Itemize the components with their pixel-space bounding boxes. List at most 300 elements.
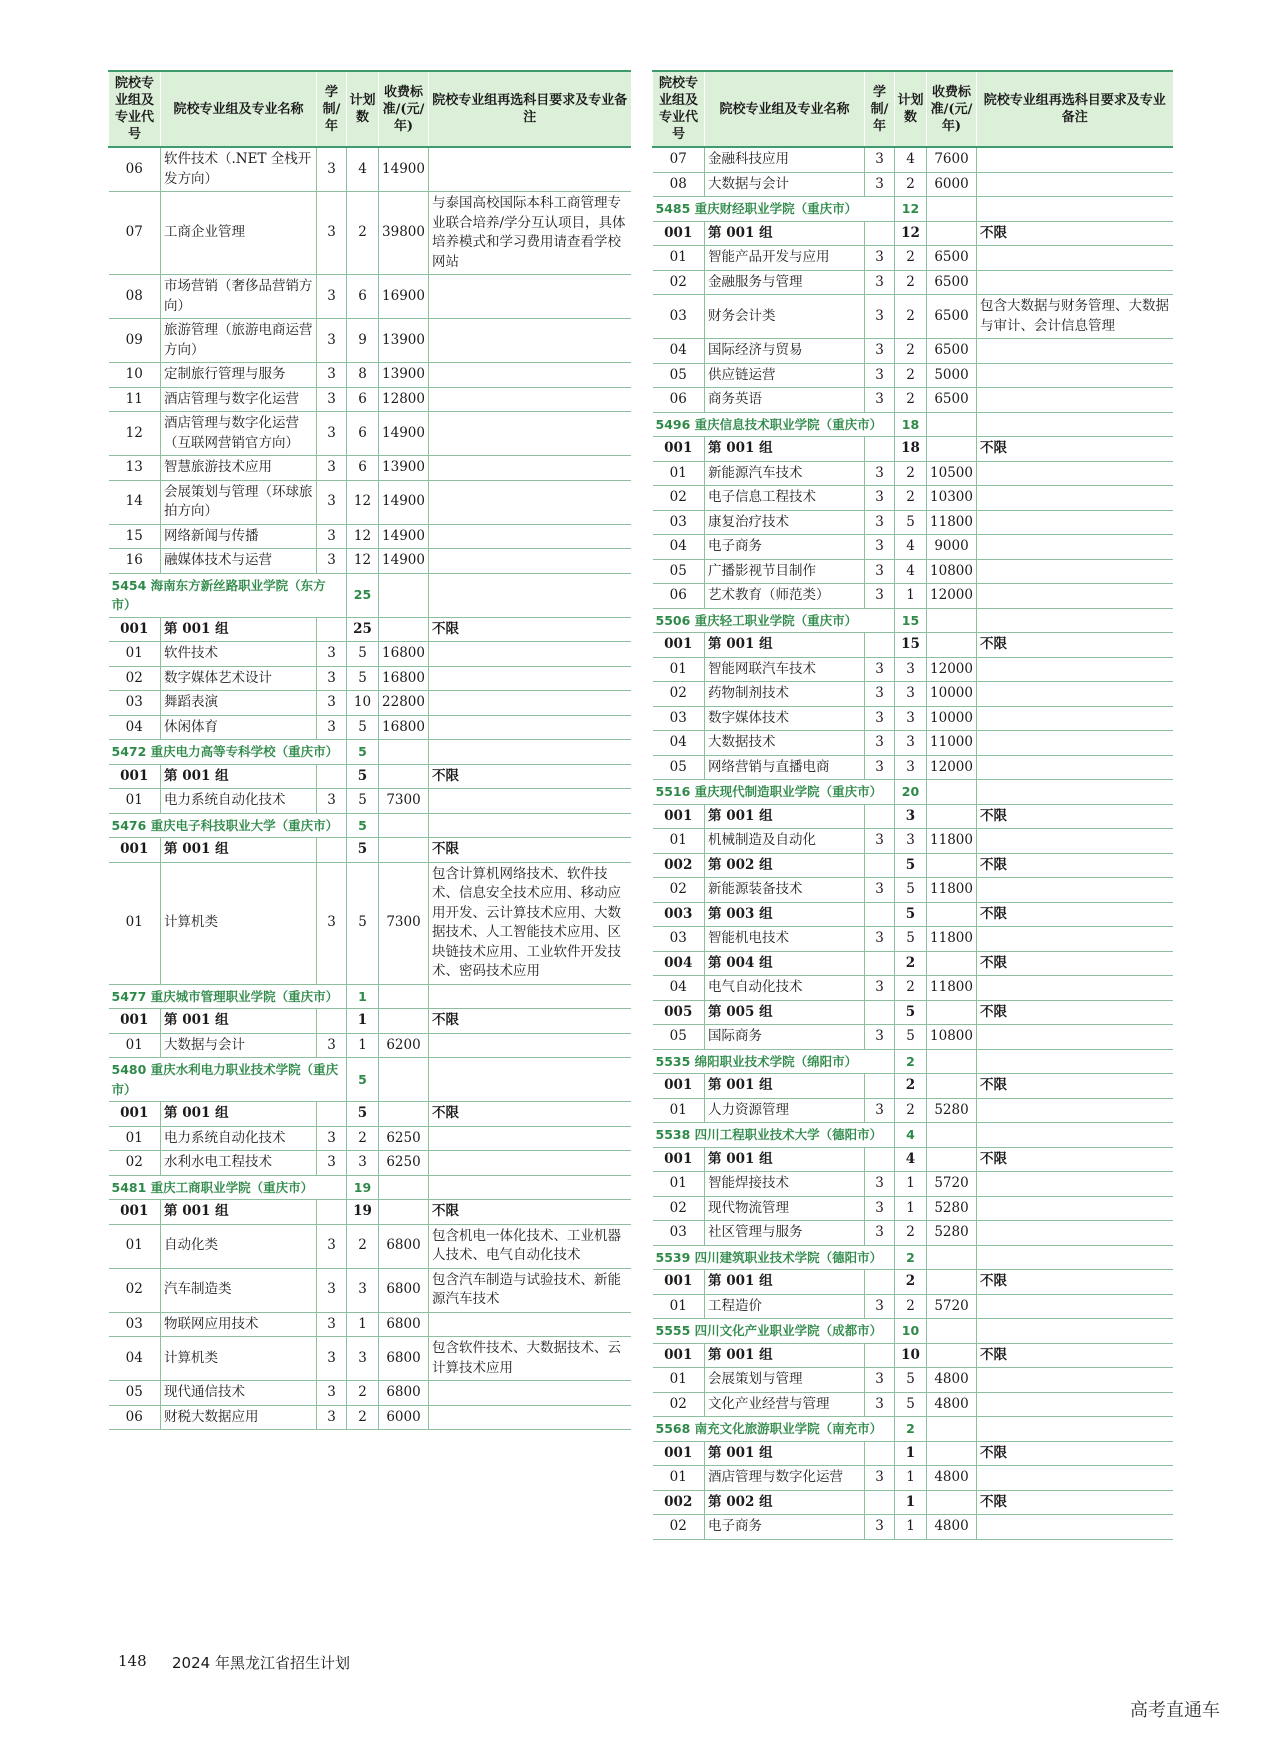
school-row — [109, 1058, 631, 1102]
school-plan: 2 — [895, 1417, 927, 1442]
major-row — [109, 363, 631, 388]
major-code: 02 — [109, 1268, 161, 1312]
major-note — [429, 1312, 631, 1337]
school-name: 5472 重庆电力高等专科学校（重庆市） — [109, 740, 347, 765]
school-plan: 15 — [895, 608, 927, 633]
empty-cell — [865, 221, 895, 246]
major-fee: 6500 — [927, 270, 977, 295]
major-name: 新能源装备技术 — [705, 878, 865, 903]
empty-cell — [379, 1009, 429, 1034]
empty-cell — [927, 633, 977, 658]
major-code: 11 — [109, 387, 161, 412]
major-code: 01 — [653, 461, 705, 486]
school-plan: 5 — [347, 813, 379, 838]
school-plan: 2 — [895, 1049, 927, 1074]
major-name: 电子商务 — [705, 1515, 865, 1540]
empty-cell — [379, 1058, 429, 1102]
empty-cell — [317, 617, 347, 642]
major-plan: 3 — [895, 682, 927, 707]
empty-cell — [927, 1343, 977, 1368]
school-row — [653, 1319, 1173, 1344]
major-name: 人力资源管理 — [705, 1098, 865, 1123]
group-row — [653, 221, 1173, 246]
major-row — [653, 1196, 1173, 1221]
major-name: 金融服务与管理 — [705, 270, 865, 295]
major-fee: 4800 — [927, 1392, 977, 1417]
major-fee: 10300 — [927, 486, 977, 511]
empty-cell — [927, 608, 977, 633]
major-row — [653, 584, 1173, 609]
major-fee: 10000 — [927, 682, 977, 707]
major-plan: 2 — [895, 1294, 927, 1319]
major-years: 3 — [865, 1196, 895, 1221]
empty-cell — [927, 412, 977, 437]
group-code: 002 — [653, 853, 705, 878]
major-row — [653, 172, 1173, 197]
major-fee: 22800 — [379, 691, 429, 716]
major-fee: 10800 — [927, 559, 977, 584]
major-fee: 6800 — [379, 1337, 429, 1381]
empty-cell — [865, 437, 895, 462]
school-name: 5539 四川建筑职业技术学院（德阳市） — [653, 1245, 895, 1270]
major-row — [109, 319, 631, 363]
group-requirement: 不限 — [977, 951, 1173, 976]
empty-cell — [865, 1490, 895, 1515]
header-fee: 收费标准/(元/年) — [379, 71, 429, 147]
major-years: 3 — [865, 878, 895, 903]
major-name: 休闲体育 — [161, 715, 317, 740]
major-fee: 11800 — [927, 927, 977, 952]
major-fee: 11800 — [927, 976, 977, 1001]
major-fee: 6250 — [379, 1151, 429, 1176]
school-row — [653, 1049, 1173, 1074]
school-name: 5538 四川工程职业技术大学（德阳市） — [653, 1123, 895, 1148]
major-row — [109, 1126, 631, 1151]
major-note — [977, 339, 1173, 364]
major-plan: 3 — [895, 829, 927, 854]
major-note — [977, 535, 1173, 560]
group-plan: 19 — [347, 1200, 379, 1225]
major-note — [977, 172, 1173, 197]
major-name: 水利水电工程技术 — [161, 1151, 317, 1176]
major-years: 3 — [317, 691, 347, 716]
school-row — [109, 740, 631, 765]
group-plan: 5 — [895, 902, 927, 927]
empty-cell — [865, 804, 895, 829]
group-row — [109, 617, 631, 642]
empty-cell — [379, 740, 429, 765]
major-years: 3 — [865, 829, 895, 854]
major-row — [653, 270, 1173, 295]
major-name: 舞蹈表演 — [161, 691, 317, 716]
empty-cell — [927, 1049, 977, 1074]
major-code: 03 — [109, 691, 161, 716]
header-name: 院校专业组及专业名称 — [161, 71, 317, 147]
major-name: 工程造价 — [705, 1294, 865, 1319]
major-years: 3 — [865, 461, 895, 486]
major-note — [977, 755, 1173, 780]
group-name: 第 001 组 — [161, 838, 317, 863]
empty-cell — [927, 1147, 977, 1172]
major-name: 大数据技术 — [705, 731, 865, 756]
major-code: 07 — [653, 147, 705, 172]
empty-cell — [927, 780, 977, 805]
major-note — [429, 456, 631, 481]
major-note — [429, 480, 631, 524]
major-name: 财务会计类 — [705, 295, 865, 339]
major-name: 电子信息工程技术 — [705, 486, 865, 511]
major-plan: 3 — [347, 1268, 379, 1312]
school-row — [109, 984, 631, 1009]
major-fee: 16800 — [379, 642, 429, 667]
empty-cell — [927, 1270, 977, 1295]
major-name: 会展策划与管理 — [705, 1368, 865, 1393]
major-plan: 2 — [895, 246, 927, 271]
group-plan: 2 — [895, 951, 927, 976]
group-requirement: 不限 — [977, 1441, 1173, 1466]
group-row — [109, 1009, 631, 1034]
school-name: 5496 重庆信息技术职业学院（重庆市） — [653, 412, 895, 437]
major-code: 02 — [653, 270, 705, 295]
major-note — [429, 412, 631, 456]
group-name: 第 001 组 — [705, 1147, 865, 1172]
empty-cell — [927, 1000, 977, 1025]
major-plan: 6 — [347, 412, 379, 456]
major-plan: 2 — [895, 486, 927, 511]
group-requirement: 不限 — [977, 633, 1173, 658]
major-code: 09 — [109, 319, 161, 363]
group-code: 001 — [109, 1200, 161, 1225]
school-name: 5568 南充文化旅游职业学院（南充市） — [653, 1417, 895, 1442]
major-years: 3 — [865, 559, 895, 584]
major-name: 网络营销与直播电商 — [705, 755, 865, 780]
major-fee: 5000 — [927, 363, 977, 388]
major-years: 3 — [317, 412, 347, 456]
major-fee: 5720 — [927, 1294, 977, 1319]
empty-cell — [379, 813, 429, 838]
major-plan: 2 — [895, 172, 927, 197]
major-name: 现代通信技术 — [161, 1381, 317, 1406]
major-plan: 5 — [347, 715, 379, 740]
major-note — [429, 147, 631, 192]
table-body-right — [653, 147, 1173, 1539]
major-plan: 2 — [347, 1126, 379, 1151]
school-name: 5481 重庆工商职业学院（重庆市） — [109, 1175, 347, 1200]
major-code: 01 — [653, 829, 705, 854]
group-code: 001 — [653, 437, 705, 462]
group-name: 第 001 组 — [161, 1102, 317, 1127]
major-years: 3 — [865, 363, 895, 388]
major-row — [653, 295, 1173, 339]
empty-cell — [317, 838, 347, 863]
group-code: 001 — [109, 1009, 161, 1034]
major-code: 03 — [653, 1221, 705, 1246]
major-plan: 4 — [895, 147, 927, 172]
major-note — [977, 1172, 1173, 1197]
major-code: 04 — [653, 535, 705, 560]
empty-cell — [429, 573, 631, 617]
major-note — [977, 270, 1173, 295]
major-name: 智慧旅游技术应用 — [161, 456, 317, 481]
group-requirement: 不限 — [429, 1102, 631, 1127]
group-name: 第 001 组 — [161, 764, 317, 789]
major-note — [977, 1294, 1173, 1319]
major-plan: 2 — [347, 192, 379, 275]
group-row — [653, 1074, 1173, 1099]
header-plan: 计划数 — [347, 71, 379, 147]
empty-cell — [865, 1270, 895, 1295]
group-plan: 1 — [347, 1009, 379, 1034]
group-code: 001 — [653, 221, 705, 246]
school-name: 5506 重庆轻工职业学院（重庆市） — [653, 608, 895, 633]
school-row — [653, 412, 1173, 437]
major-code: 03 — [653, 510, 705, 535]
major-row — [109, 666, 631, 691]
school-name: 5476 重庆电子科技职业大学（重庆市） — [109, 813, 347, 838]
major-years: 3 — [317, 1381, 347, 1406]
group-name: 第 001 组 — [705, 1343, 865, 1368]
header-note: 院校专业组再选科目要求及专业备注 — [429, 71, 631, 147]
group-code: 001 — [109, 838, 161, 863]
major-years: 3 — [317, 1405, 347, 1430]
group-code: 005 — [653, 1000, 705, 1025]
major-name: 自动化类 — [161, 1224, 317, 1268]
empty-cell — [379, 764, 429, 789]
group-plan: 5 — [347, 1102, 379, 1127]
major-row — [109, 1224, 631, 1268]
major-row — [109, 1033, 631, 1058]
major-fee: 6000 — [379, 1405, 429, 1430]
major-row — [653, 486, 1173, 511]
major-years: 3 — [865, 486, 895, 511]
major-code: 03 — [653, 706, 705, 731]
major-row — [109, 1337, 631, 1381]
major-years: 3 — [865, 535, 895, 560]
major-fee: 6200 — [379, 1033, 429, 1058]
school-row — [109, 813, 631, 838]
major-name: 国际经济与贸易 — [705, 339, 865, 364]
major-row — [109, 192, 631, 275]
major-fee: 7300 — [379, 862, 429, 984]
major-plan: 5 — [347, 666, 379, 691]
major-code: 08 — [109, 275, 161, 319]
major-code: 06 — [109, 1405, 161, 1430]
major-name: 供应链运营 — [705, 363, 865, 388]
major-plan: 5 — [895, 1368, 927, 1393]
major-years: 3 — [865, 246, 895, 271]
major-years: 3 — [317, 147, 347, 192]
empty-cell — [927, 853, 977, 878]
major-years: 3 — [865, 927, 895, 952]
empty-cell — [927, 1490, 977, 1515]
major-years: 3 — [317, 275, 347, 319]
major-fee: 6500 — [927, 388, 977, 413]
major-plan: 2 — [895, 461, 927, 486]
school-row — [653, 1123, 1173, 1148]
empty-cell — [927, 221, 977, 246]
school-plan: 5 — [347, 740, 379, 765]
major-row — [109, 549, 631, 574]
major-name: 融媒体技术与运营 — [161, 549, 317, 574]
major-years: 3 — [317, 642, 347, 667]
group-row — [653, 804, 1173, 829]
major-years: 3 — [317, 789, 347, 814]
major-name: 大数据与会计 — [705, 172, 865, 197]
group-requirement: 不限 — [977, 437, 1173, 462]
major-code: 04 — [653, 339, 705, 364]
major-fee: 14900 — [379, 480, 429, 524]
group-code: 003 — [653, 902, 705, 927]
major-note — [977, 927, 1173, 952]
major-note — [977, 706, 1173, 731]
major-name: 定制旅行管理与服务 — [161, 363, 317, 388]
group-name: 第 001 组 — [705, 1074, 865, 1099]
school-name: 5535 绵阳职业技术学院（绵阳市） — [653, 1049, 895, 1074]
group-code: 001 — [653, 804, 705, 829]
group-plan: 25 — [347, 617, 379, 642]
school-name: 5480 重庆水利电力职业技术学院（重庆市） — [109, 1058, 347, 1102]
major-name: 软件技术 — [161, 642, 317, 667]
plan-table-left — [108, 70, 631, 1430]
major-years: 3 — [865, 1172, 895, 1197]
major-plan: 1 — [895, 1466, 927, 1491]
empty-cell — [977, 1123, 1173, 1148]
major-row — [653, 731, 1173, 756]
major-code: 01 — [653, 1172, 705, 1197]
major-fee: 11000 — [927, 731, 977, 756]
major-years: 3 — [317, 1268, 347, 1312]
group-requirement: 不限 — [977, 1000, 1173, 1025]
major-fee: 10500 — [927, 461, 977, 486]
major-row — [653, 1025, 1173, 1050]
major-code: 12 — [109, 412, 161, 456]
major-fee: 16900 — [379, 275, 429, 319]
empty-cell — [379, 617, 429, 642]
major-plan: 8 — [347, 363, 379, 388]
major-plan: 2 — [895, 270, 927, 295]
major-fee: 14900 — [379, 147, 429, 192]
table-body-left — [109, 147, 631, 1430]
major-code: 01 — [653, 1368, 705, 1393]
group-name: 第 001 组 — [705, 221, 865, 246]
major-note — [977, 1098, 1173, 1123]
footer-title: 2024 年黑龙江省招生计划 — [172, 1654, 350, 1672]
major-name: 文化产业经营与管理 — [705, 1392, 865, 1417]
major-name: 会展策划与管理（环球旅拍方向） — [161, 480, 317, 524]
major-name: 汽车制造类 — [161, 1268, 317, 1312]
empty-cell — [865, 951, 895, 976]
major-code: 10 — [109, 363, 161, 388]
major-note — [429, 789, 631, 814]
group-row — [653, 1000, 1173, 1025]
major-note — [977, 147, 1173, 172]
school-name: 5516 重庆现代制造职业学院（重庆市） — [653, 780, 895, 805]
major-years: 3 — [865, 1098, 895, 1123]
group-row — [653, 633, 1173, 658]
major-plan: 1 — [895, 584, 927, 609]
group-requirement: 不限 — [429, 1009, 631, 1034]
major-fee: 11800 — [927, 878, 977, 903]
major-name: 智能产品开发与应用 — [705, 246, 865, 271]
major-fee: 4800 — [927, 1368, 977, 1393]
header-years: 学制/年 — [865, 71, 895, 147]
school-row — [653, 780, 1173, 805]
major-row — [109, 147, 631, 192]
empty-cell — [865, 902, 895, 927]
empty-cell — [317, 1102, 347, 1127]
major-row — [653, 339, 1173, 364]
major-years: 3 — [317, 1126, 347, 1151]
major-fee: 11800 — [927, 829, 977, 854]
major-note: 包含汽车制造与试验技术、新能源汽车技术 — [429, 1268, 631, 1312]
major-code: 03 — [653, 927, 705, 952]
major-note — [977, 363, 1173, 388]
major-row — [653, 706, 1173, 731]
major-row — [109, 1268, 631, 1312]
major-row — [109, 275, 631, 319]
major-row — [653, 976, 1173, 1001]
group-plan: 12 — [895, 221, 927, 246]
major-name: 数字媒体技术 — [705, 706, 865, 731]
major-code: 02 — [653, 1392, 705, 1417]
major-name: 艺术教育（师范类） — [705, 584, 865, 609]
major-fee: 6800 — [379, 1312, 429, 1337]
group-code: 001 — [653, 1270, 705, 1295]
school-name: 5477 重庆城市管理职业学院（重庆市） — [109, 984, 347, 1009]
major-note — [429, 715, 631, 740]
major-years: 3 — [317, 1224, 347, 1268]
major-row — [653, 535, 1173, 560]
major-note — [977, 388, 1173, 413]
header-note: 院校专业组再选科目要求及专业备注 — [977, 71, 1173, 147]
major-plan: 5 — [347, 642, 379, 667]
major-note — [429, 319, 631, 363]
major-code: 01 — [653, 657, 705, 682]
major-fee: 13900 — [379, 363, 429, 388]
major-name: 计算机类 — [161, 1337, 317, 1381]
major-code: 08 — [653, 172, 705, 197]
empty-cell — [429, 1058, 631, 1102]
group-plan: 5 — [347, 764, 379, 789]
group-plan: 1 — [895, 1490, 927, 1515]
group-plan: 15 — [895, 633, 927, 658]
major-row — [653, 829, 1173, 854]
major-note — [977, 1196, 1173, 1221]
major-years: 3 — [865, 147, 895, 172]
major-plan: 1 — [347, 1033, 379, 1058]
major-plan: 5 — [895, 510, 927, 535]
group-requirement: 不限 — [977, 1343, 1173, 1368]
major-years: 3 — [865, 731, 895, 756]
group-requirement: 不限 — [429, 1200, 631, 1225]
group-requirement: 不限 — [977, 1490, 1173, 1515]
header-code: 院校专业组及专业代号 — [653, 71, 705, 147]
major-years: 3 — [317, 387, 347, 412]
empty-cell — [927, 1074, 977, 1099]
major-name: 广播影视节目制作 — [705, 559, 865, 584]
major-plan: 2 — [347, 1224, 379, 1268]
major-name: 电气自动化技术 — [705, 976, 865, 1001]
school-name: 5555 四川文化产业职业学院（成都市） — [653, 1319, 895, 1344]
empty-cell — [865, 1000, 895, 1025]
group-name: 第 003 组 — [705, 902, 865, 927]
major-fee: 6250 — [379, 1126, 429, 1151]
major-row — [109, 387, 631, 412]
major-years: 3 — [865, 976, 895, 1001]
major-row — [109, 862, 631, 984]
major-code: 14 — [109, 480, 161, 524]
group-name: 第 001 组 — [161, 1009, 317, 1034]
